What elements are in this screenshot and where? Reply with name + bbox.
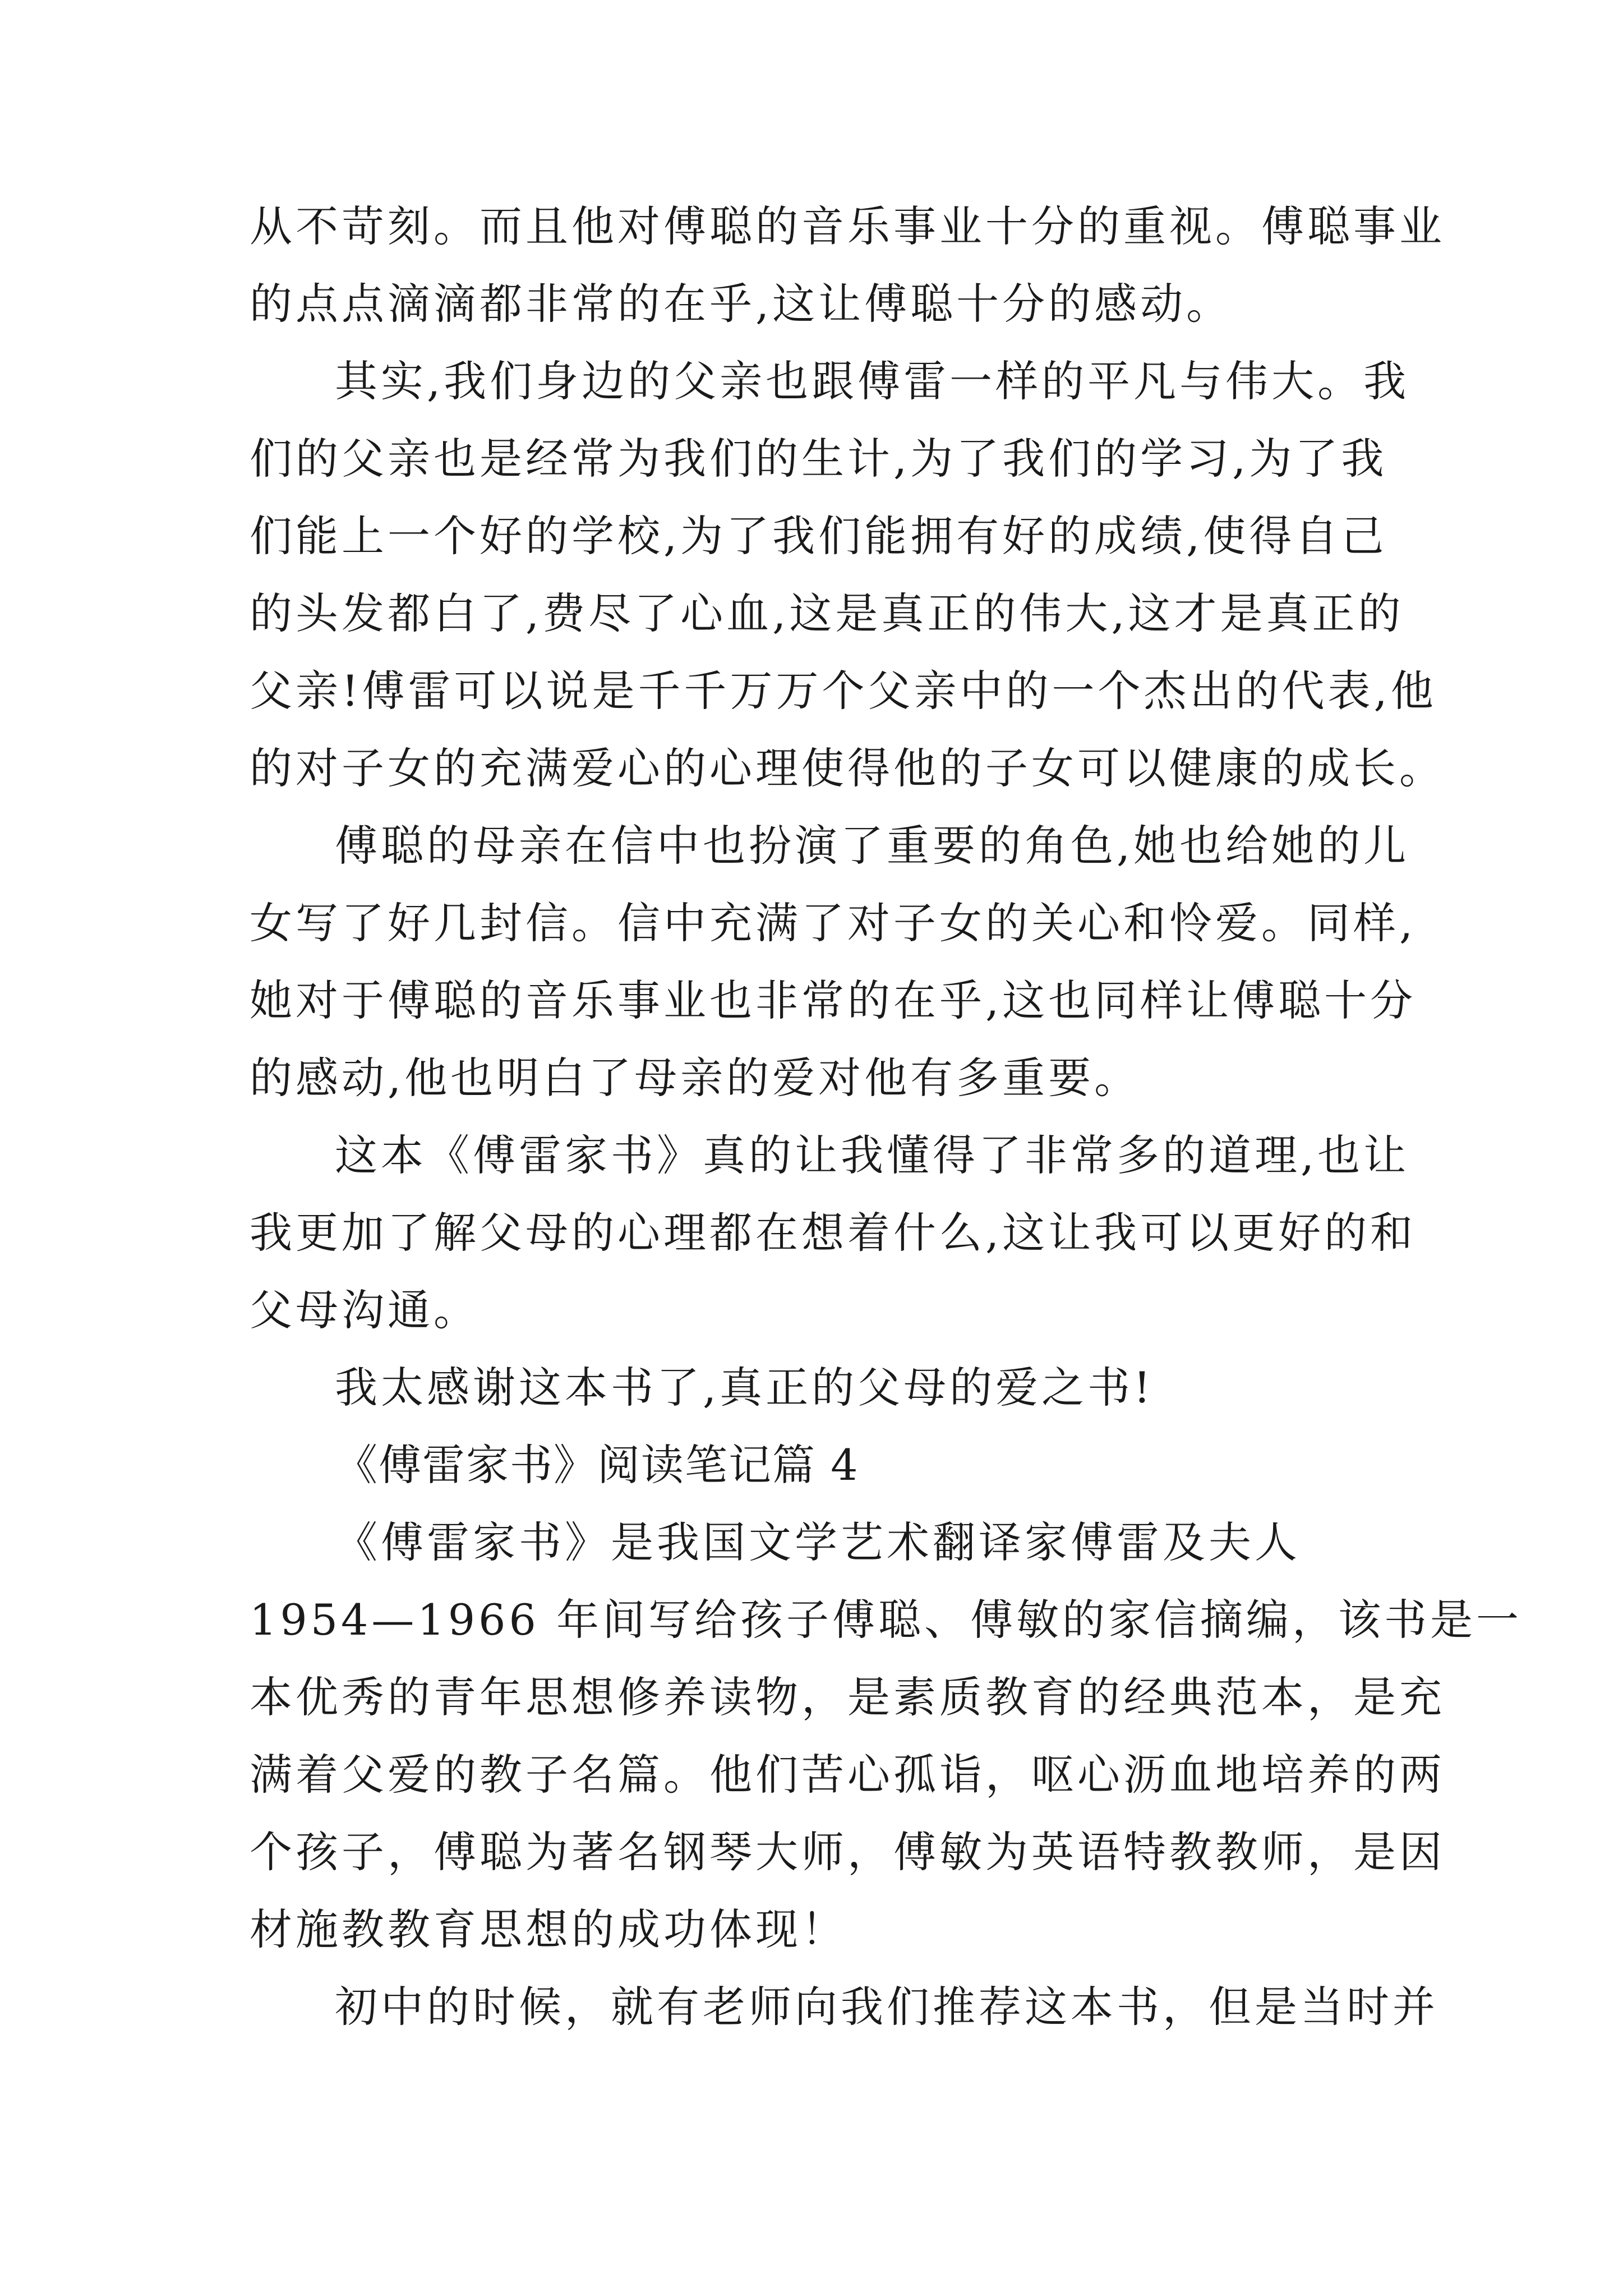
- text-line: 我更加了解父母的心理都在想着什么,这让我可以更好的和: [250, 1208, 1417, 1258]
- section-heading: 《傅雷家书》阅读笔记篇 4: [335, 1440, 859, 1490]
- text-line: 本优秀的青年思想修养读物，是素质教育的经典范本，是充: [250, 1672, 1445, 1722]
- text-line: 1954—1966 年间写给孩子傅聪、傅敏的家信摘编，该书是一: [250, 1595, 1522, 1645]
- text-line: 们能上一个好的学校,为了我们能拥有好的成绩,使得自己: [250, 511, 1387, 561]
- text-line: 我太感谢这本书了,真正的父母的爱之书!: [335, 1363, 1154, 1412]
- text-line: 的点点滴滴都非常的在乎,这让傅聪十分的感动。: [250, 279, 1233, 329]
- text-line: 个孩子，傅聪为著名钢琴大师，傅敏为英语特教教师，是因: [250, 1827, 1445, 1877]
- text-line: 们的父亲也是经常为我们的生计,为了我们的学习,为了我: [250, 434, 1387, 484]
- text-line: 的对子女的充满爱心的心理使得他的子女可以健康的成长。: [250, 743, 1445, 793]
- text-line: 《傅雷家书》是我国文学艺术翻译家傅雷及夫人: [335, 1517, 1301, 1567]
- text-line: 其实,我们身边的父亲也跟傅雷一样的平凡与伟大。我: [335, 356, 1410, 406]
- text-line: 父母沟通。: [250, 1285, 479, 1335]
- text-line: 材施教教育思想的成功体现！: [250, 1904, 847, 1954]
- text-line: 女写了好几封信。信中充满了对子女的关心和怜爱。同样,: [250, 898, 1417, 948]
- text-line: 这本《傅雷家书》真的让我懂得了非常多的道理,也让: [335, 1130, 1410, 1180]
- text-line: 她对于傅聪的音乐事业也非常的在乎,这也同样让傅聪十分: [250, 976, 1417, 1025]
- text-line: 的头发都白了,费尽了心血,这是真正的伟大,这才是真正的: [250, 588, 1404, 638]
- text-line: 父亲!傅雷可以说是千千万万个父亲中的一个杰出的代表,他: [250, 666, 1437, 716]
- text-line: 从不苛刻。而且他对傅聪的音乐事业十分的重视。傅聪事业: [250, 201, 1445, 251]
- text-line: 的感动,他也明白了母亲的爱对他有多重要。: [250, 1053, 1141, 1103]
- text-line: 傅聪的母亲在信中也扮演了重要的角色,她也给她的儿: [335, 821, 1410, 871]
- text-line: 初中的时候，就有老师向我们推荐这本书，但是当时并: [335, 1982, 1438, 2032]
- document-body: [250, 188, 1522, 2046]
- text-line: 满着父爱的教子名篇。他们苦心孤诣，呕心沥血地培养的两: [250, 1750, 1445, 1800]
